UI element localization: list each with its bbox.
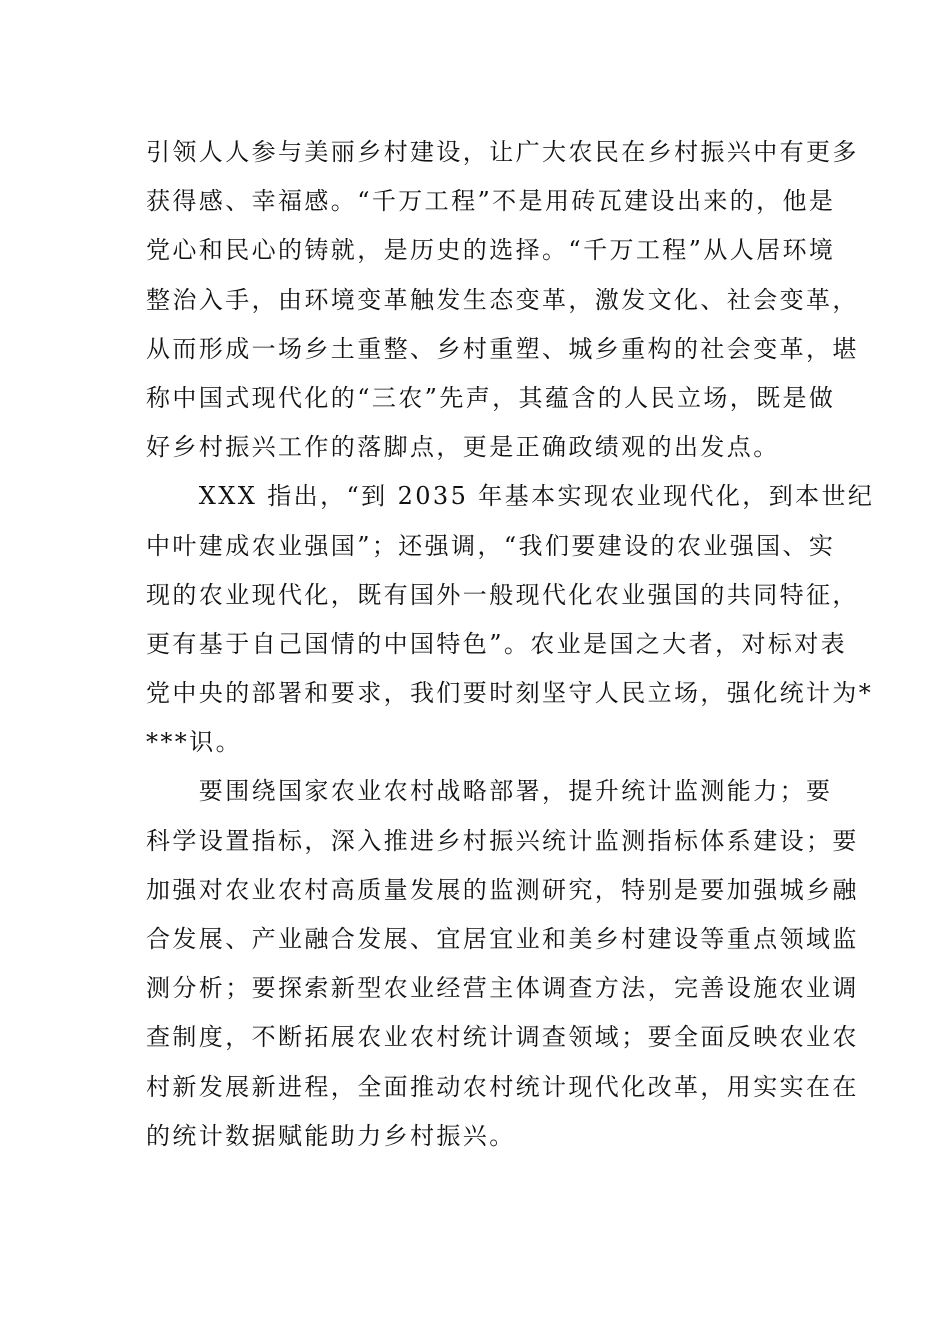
text-line: XXX 指出，“到 2035 年基本实现农业现代化，到本世纪 (146, 482, 875, 511)
document-body (146, 128, 875, 1161)
text-line: 现的农业现代化，既有国外一般现代化农业强国的共同特征， (146, 580, 859, 609)
text-line: 村新发展新进程，全面推动农村统计现代化改革，用实实在在 (146, 1072, 859, 1101)
text-line: 科学设置指标，深入推进乡村振兴统计监测指标体系建设；要 (146, 826, 859, 855)
text-line: 测分析；要探索新型农业经营主体调查方法，完善设施农业调 (146, 974, 859, 1003)
text-line: 称中国式现代化的“三农”先声，其蕴含的人民立场，既是做 (146, 383, 836, 412)
paragraph-3 (146, 767, 859, 1161)
text-line: 加强对农业农村高质量发展的监测研究，特别是要加强城乡融 (146, 875, 859, 904)
text-line: ***识。 (146, 728, 242, 757)
text-line: 党心和民心的铸就，是历史的选择。“千万工程”从人居环境 (146, 236, 836, 265)
text-line: 获得感、幸福感。“千万工程”不是用砖瓦建设出来的，他是 (146, 187, 836, 216)
text-line: 中叶建成农业强国”；还强调，“我们要建设的农业强国、实 (146, 531, 836, 560)
text-line: 党中央的部署和要求，我们要时刻坚守人民立场，强化统计为* (146, 679, 874, 708)
paragraph-2 (146, 472, 875, 767)
text-line: 更有基于自己国情的中国特色”。农业是国之大者，对标对表 (146, 629, 848, 658)
text-line: 从而形成一场乡土重整、乡村重塑、城乡重构的社会变革，堪 (146, 334, 859, 363)
text-line: 引领人人参与美丽乡村建设，让广大农民在乡村振兴中有更多 (146, 138, 859, 166)
text-line: 好乡村振兴工作的落脚点，更是正确政绩观的出发点。 (146, 433, 780, 462)
paragraph-1 (146, 128, 859, 472)
text-line: 的统计数据赋能助力乡村振兴。 (146, 1121, 516, 1150)
text-line: 查制度，不断拓展农业农村统计调查领域；要全面反映农业农 (146, 1023, 859, 1052)
text-line: 整治入手，由环境变革触发生态变革，激发文化、社会变革， (146, 285, 859, 314)
text-line: 要围绕国家农业农村战略部署，提升统计监测能力；要 (146, 777, 833, 806)
text-line: 合发展、产业融合发展、宜居宜业和美乡村建设等重点领域监 (146, 925, 859, 953)
